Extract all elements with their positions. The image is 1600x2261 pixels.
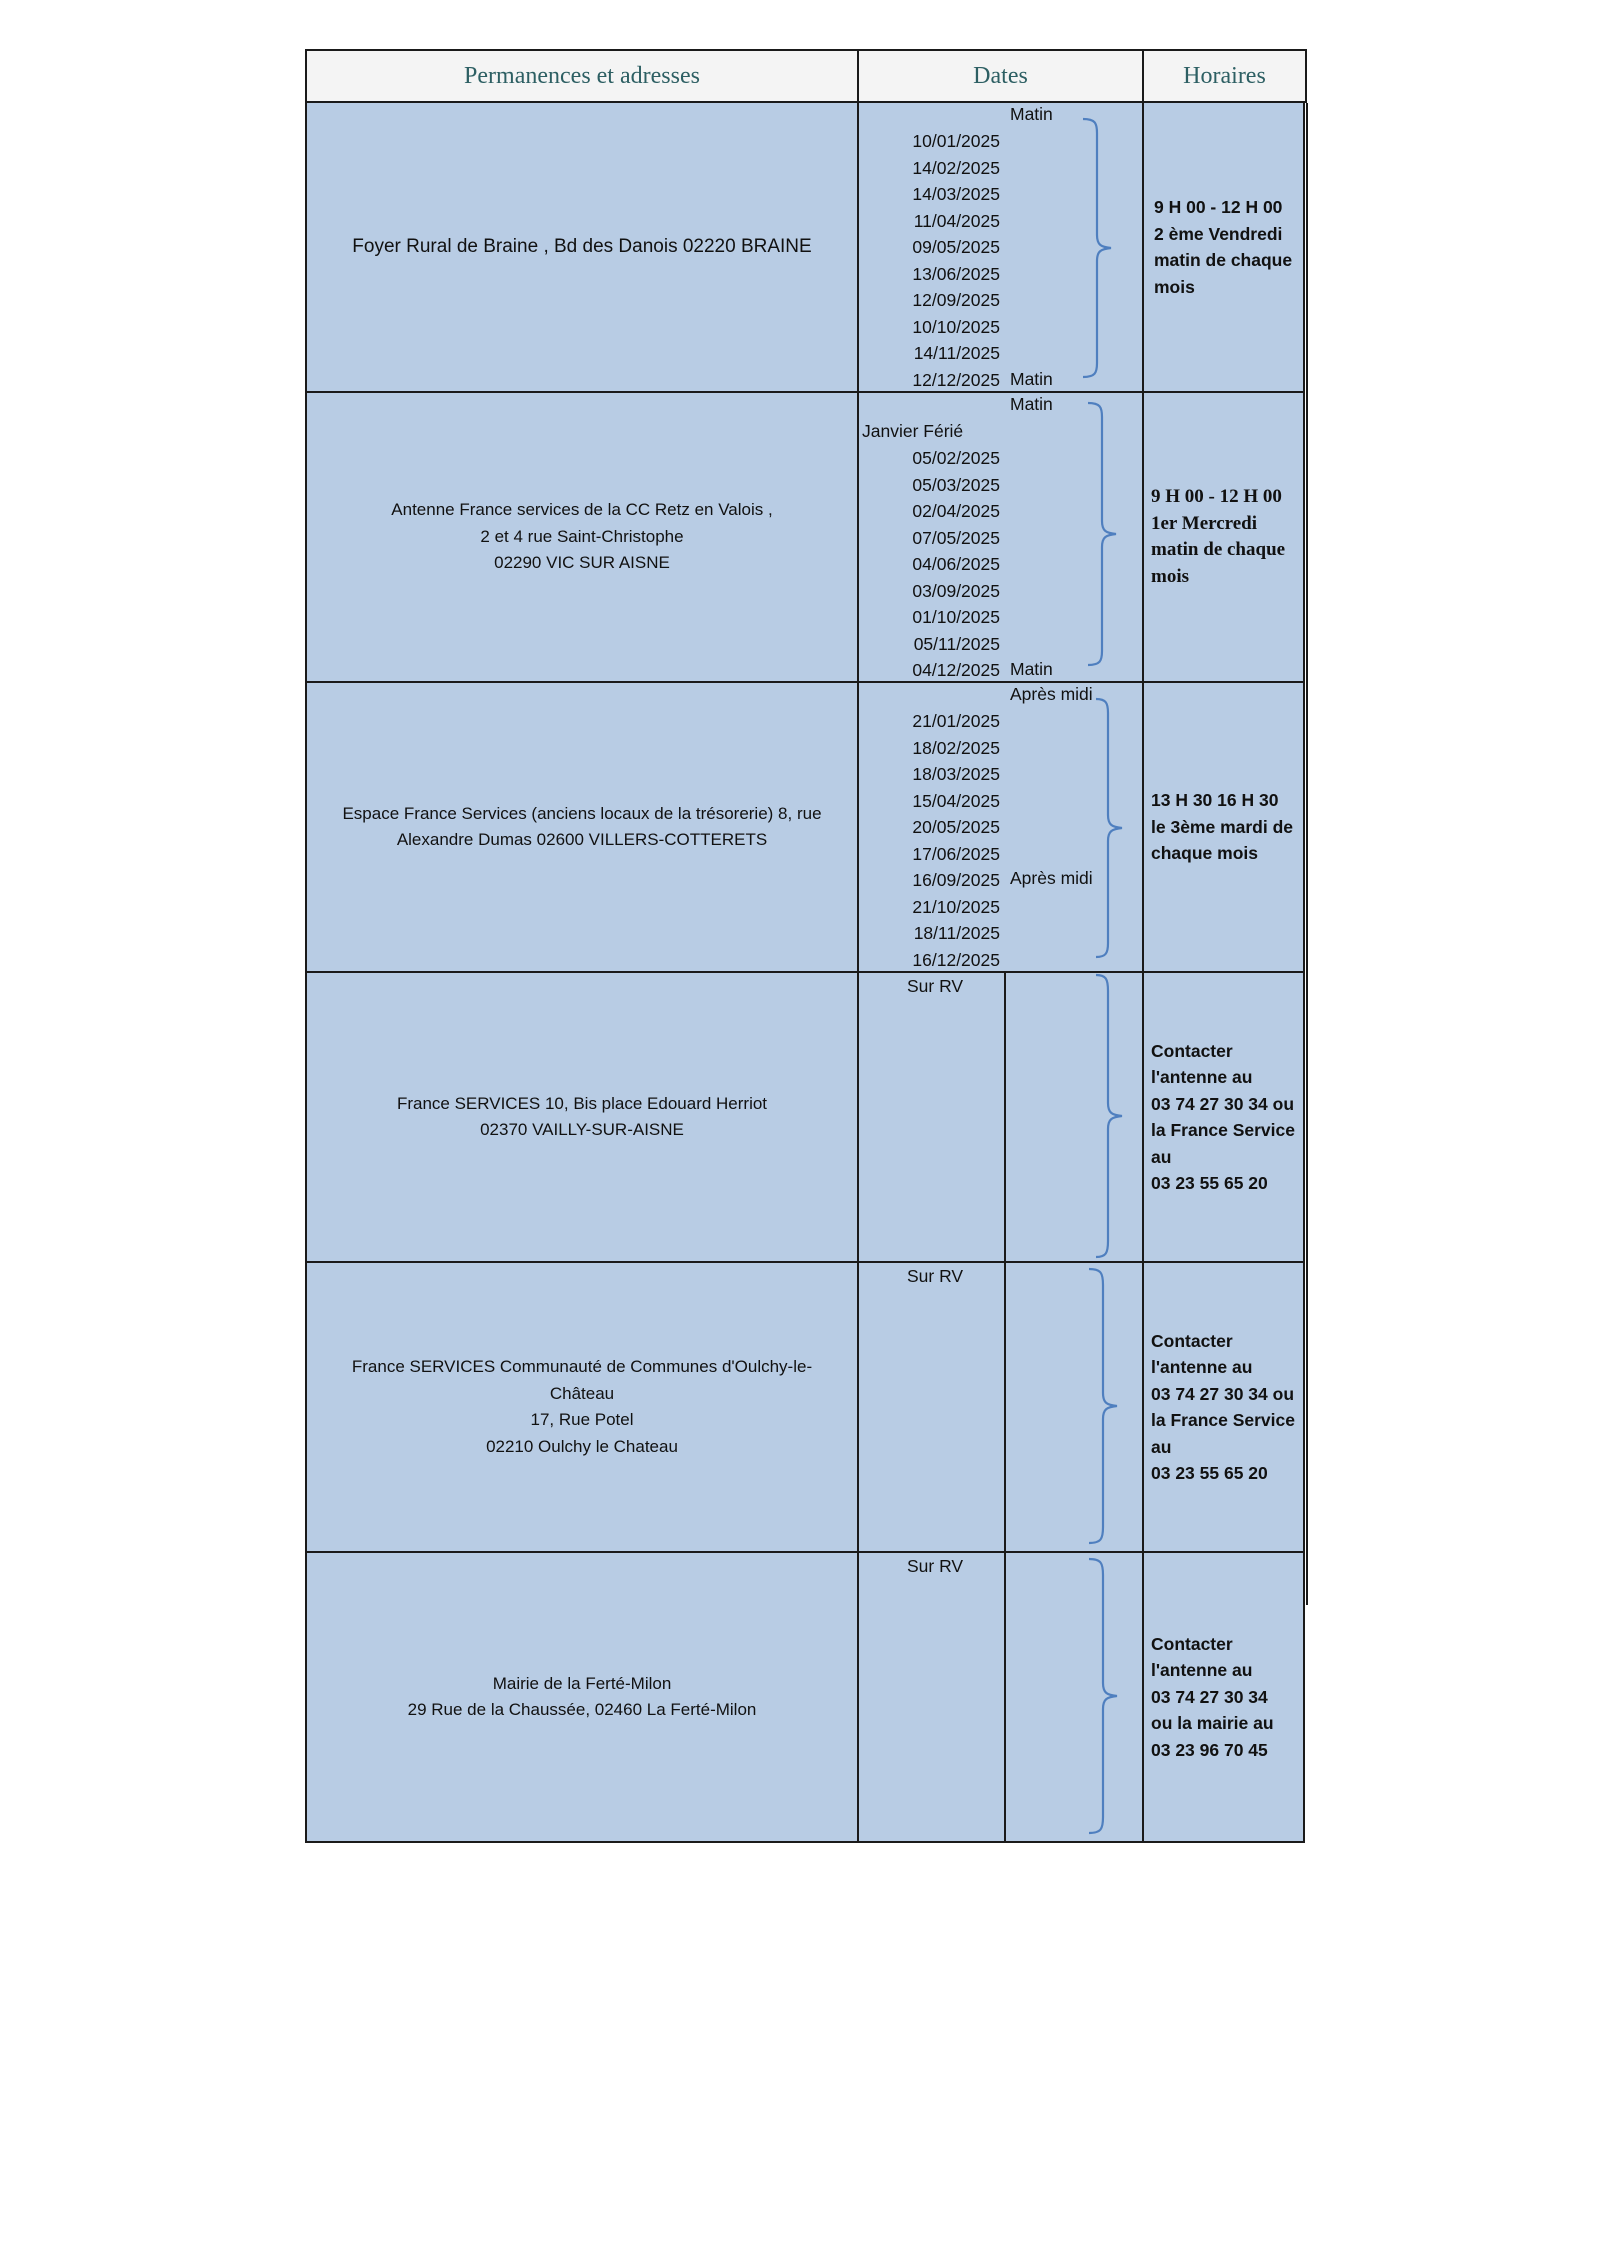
appointment-label: Sur RV xyxy=(907,976,964,996)
date-item: 15/04/2025 xyxy=(912,790,1000,811)
period-label-top: Matin xyxy=(1010,104,1053,124)
hours-line: Contacter xyxy=(1151,1330,1233,1351)
hours-line: l'antenne au xyxy=(1151,1067,1253,1087)
hours-line: Contacter xyxy=(1151,1040,1233,1061)
column-divider xyxy=(1004,1553,1006,1841)
curly-brace-icon xyxy=(1077,117,1137,379)
column-divider xyxy=(857,973,859,1261)
curly-brace-icon xyxy=(1085,1267,1135,1547)
appointment-label: Sur RV xyxy=(907,1266,964,1286)
period-label-top: Matin xyxy=(1010,394,1053,414)
date-item: 14/11/2025 xyxy=(913,343,1000,363)
header-horaires: Horaires xyxy=(1183,63,1266,89)
date-item: 11/04/2025 xyxy=(913,210,1000,231)
hours-line: matin de chaque xyxy=(1154,250,1293,270)
table-header xyxy=(305,49,1307,103)
date-item: 01/10/2025 xyxy=(912,607,1000,627)
date-item: 05/02/2025 xyxy=(912,448,1000,468)
address-cell xyxy=(307,1263,857,1551)
column-divider xyxy=(1142,1553,1144,1841)
table-row-vic-sur-aisne xyxy=(305,391,1305,683)
table-row-vailly-sur-aisne xyxy=(305,971,1305,1263)
hours-line: la France Service xyxy=(1151,1120,1295,1140)
hours-cell xyxy=(1148,103,1305,391)
hours-line: 03 23 96 70 45 xyxy=(1151,1739,1268,1760)
date-item: 10/01/2025 xyxy=(912,131,1000,151)
outer-right-border xyxy=(1306,103,1308,1605)
address-cell xyxy=(307,683,857,971)
address-line: 02370 VAILLY-SUR-AISNE xyxy=(480,1120,684,1139)
address-line: Foyer Rural de Braine , Bd des Danois 02220 BRAINE xyxy=(352,235,812,257)
address-line: 02210 Oulchy le Chateau xyxy=(486,1436,678,1456)
address-cell xyxy=(307,973,857,1261)
table-row-braine xyxy=(305,101,1305,393)
date-item: 21/10/2025 xyxy=(912,896,1000,917)
date-item: 05/11/2025 xyxy=(913,633,1000,654)
column-divider xyxy=(857,1553,859,1841)
first-date-label: Janvier Férié xyxy=(862,421,964,441)
address-line: 2 et 4 rue Saint-Christophe xyxy=(480,526,684,546)
address-cell xyxy=(307,103,857,391)
address-line: Château xyxy=(549,1383,615,1403)
header-permanences: Permanences et adresses xyxy=(464,63,700,89)
period-label-bottom: Matin xyxy=(1010,369,1053,389)
column-divider xyxy=(1004,1263,1006,1551)
hours-cell xyxy=(1148,1553,1305,1841)
period-label-bottom: Matin xyxy=(1010,659,1053,679)
curly-brace-icon xyxy=(1092,973,1142,1261)
address-line: 29 Rue de la Chaussée, 02460 La Ferté-Milon xyxy=(407,1700,757,1719)
hours-line: au xyxy=(1151,1436,1172,1457)
dates-list xyxy=(855,128,1000,393)
date-item: 07/05/2025 xyxy=(912,527,1000,548)
date-item: 10/10/2025 xyxy=(912,316,1000,337)
hours-line: 9 H 00 - 12 H 00 xyxy=(1154,197,1283,217)
period-label-top: Après midi xyxy=(1010,684,1093,704)
date-item: 13/06/2025 xyxy=(912,263,1000,284)
hours-line: mois xyxy=(1154,276,1195,297)
hours-line: l'antenne au xyxy=(1151,1660,1253,1681)
date-item: 12/09/2025 xyxy=(912,290,1000,310)
date-item: 14/02/2025 xyxy=(912,157,1000,178)
date-item: 04/12/2025 xyxy=(912,660,1000,680)
address-line: France SERVICES Communauté de Communes d'Oulchy-le- xyxy=(351,1357,813,1376)
curly-brace-icon xyxy=(1090,697,1140,959)
hours-line: 03 23 55 65 20 xyxy=(1151,1173,1268,1193)
hours-line: Contacter xyxy=(1151,1633,1233,1654)
column-divider xyxy=(1142,393,1144,681)
hours-line: 1er Mercredi xyxy=(1151,512,1258,534)
date-item: 12/12/2025 xyxy=(912,369,1000,390)
hours-line: la France Service xyxy=(1151,1410,1295,1430)
hours-cell xyxy=(1148,973,1305,1261)
column-divider xyxy=(1142,1263,1144,1551)
address-cell xyxy=(307,1553,857,1841)
hours-line: mois xyxy=(1151,565,1189,587)
column-divider xyxy=(857,1263,859,1551)
dates-list xyxy=(855,445,1000,684)
hours-line: 03 23 55 65 20 xyxy=(1151,1463,1268,1483)
date-item: 09/05/2025 xyxy=(912,237,1000,257)
date-item: 05/03/2025 xyxy=(912,474,1000,495)
column-divider xyxy=(1142,973,1144,1261)
date-item: 16/09/2025 xyxy=(912,870,1000,890)
period-label-mid: Après midi xyxy=(1010,868,1093,888)
date-item: 04/06/2025 xyxy=(912,554,1000,574)
hours-line: 2 ème Vendredi xyxy=(1154,223,1283,244)
hours-line: 03 74 27 30 34 ou xyxy=(1151,1383,1295,1404)
table-row-oulchy-le-chateau xyxy=(305,1261,1305,1553)
date-item: 18/02/2025 xyxy=(912,737,1000,758)
table-row-villers-cotterets xyxy=(305,681,1305,973)
date-item: 16/12/2025 xyxy=(912,949,1000,970)
header-dates: Dates xyxy=(973,63,1028,89)
hours-line: chaque mois xyxy=(1151,843,1258,864)
hours-line: le 3ème mardi de xyxy=(1151,816,1294,837)
curly-brace-icon xyxy=(1085,1557,1135,1837)
hours-line: l'antenne au xyxy=(1151,1357,1253,1377)
hours-line: 9 H 00 - 12 H 00 xyxy=(1151,486,1282,507)
hours-line: 03 74 27 30 34 ou xyxy=(1151,1093,1295,1114)
date-item: 20/05/2025 xyxy=(912,817,1000,837)
hours-line: ou la mairie au xyxy=(1151,1713,1274,1734)
address-line: Antenne France services de la CC Retz en Valois , xyxy=(391,500,773,520)
address-line: Alexandre Dumas 02600 VILLERS-COTTERETS xyxy=(396,830,768,849)
date-item: 21/01/2025 xyxy=(912,711,1000,731)
address-cell xyxy=(307,393,857,681)
address-line: Mairie de la Ferté-Milon xyxy=(492,1673,672,1693)
hours-line: 03 74 27 30 34 xyxy=(1151,1686,1268,1707)
date-item: 18/03/2025 xyxy=(912,764,1000,784)
date-item: 17/06/2025 xyxy=(912,843,1000,864)
address-line: 17, Rue Potel xyxy=(530,1410,634,1429)
hours-line: 13 H 30 16 H 30 xyxy=(1151,790,1279,811)
curly-brace-icon xyxy=(1082,401,1142,667)
column-divider xyxy=(1004,973,1006,1261)
date-item: 03/09/2025 xyxy=(912,580,1000,601)
date-item: 18/11/2025 xyxy=(913,923,1000,943)
hours-cell xyxy=(1148,393,1305,681)
dates-list xyxy=(855,708,1000,973)
hours-line: matin de chaque xyxy=(1151,539,1286,560)
column-divider xyxy=(1142,103,1144,391)
date-item: 02/04/2025 xyxy=(912,501,1000,521)
address-line: 02290 VIC SUR AISNE xyxy=(494,553,670,573)
column-divider xyxy=(1142,683,1144,971)
hours-line: au xyxy=(1151,1146,1172,1167)
table-row-la-ferte-milon xyxy=(305,1551,1305,1843)
hours-cell xyxy=(1148,683,1305,971)
address-line: France SERVICES 10, Bis place Edouard Herriot xyxy=(396,1093,768,1113)
address-line: Espace France Services (anciens locaux de la trésorerie) 8, rue xyxy=(342,803,822,823)
appointment-label: Sur RV xyxy=(907,1556,964,1576)
hours-cell xyxy=(1148,1263,1305,1551)
date-item: 14/03/2025 xyxy=(912,184,1000,204)
